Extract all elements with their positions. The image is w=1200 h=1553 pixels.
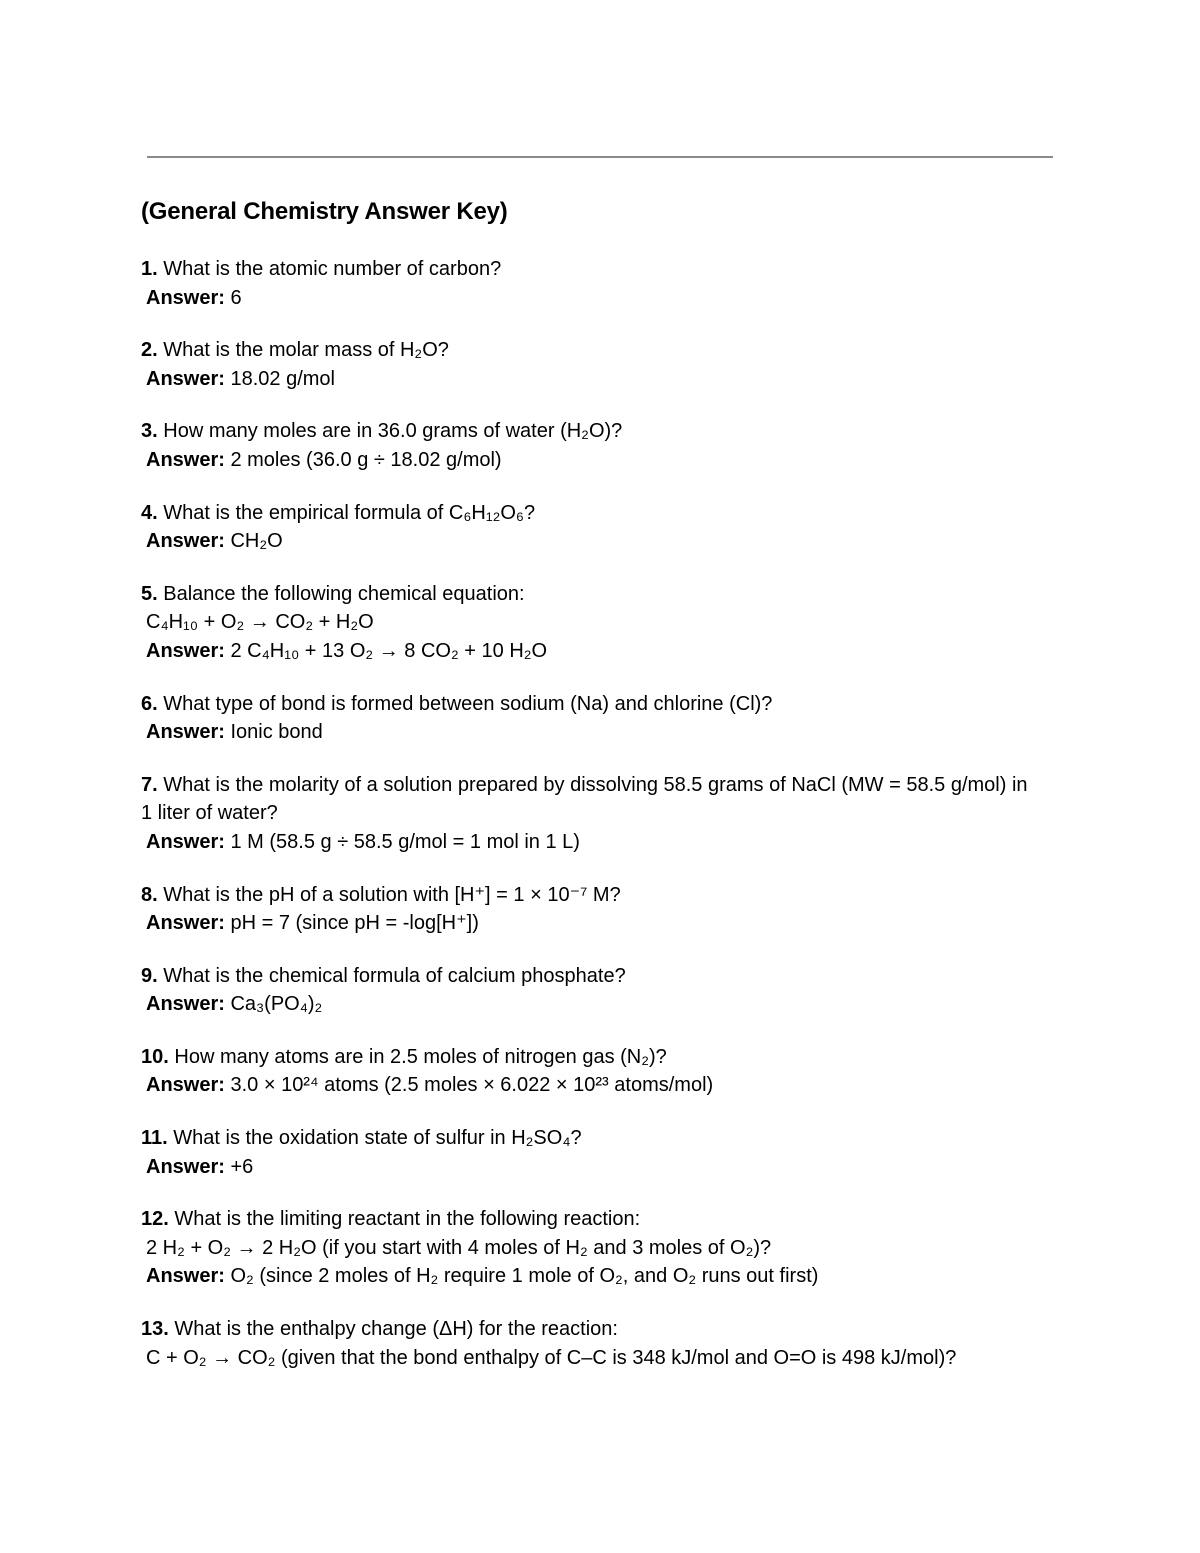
answer-label: Answer: <box>146 286 225 309</box>
question-item <box>141 1124 1041 1181</box>
answer-text: Ca₃(PO₄)₂ <box>230 993 323 1016</box>
question-item <box>141 1315 1041 1372</box>
answer-text: 2 C₄H₁₀ + 13 O₂ → 8 CO₂ + 10 H₂O <box>230 639 548 662</box>
question-item <box>141 580 1041 666</box>
question-text: What is the molarity of a solution prepared by dissolving 58.5 grams of NaCl (MW = 58.5 g/mol) in 1 liter of water? <box>141 773 1028 825</box>
question-text: What is the molar mass of H₂O? <box>163 339 449 362</box>
question-number: 4. <box>141 501 158 524</box>
question-item <box>141 336 1041 393</box>
answer-text: 6 <box>230 286 242 309</box>
question-number: 10. <box>141 1045 169 1068</box>
answer-text: 18.02 g/mol <box>230 367 335 390</box>
answer-label: Answer: <box>146 1155 225 1178</box>
equation-text: C₄H₁₀ + O₂ → CO₂ + H₂O <box>146 611 374 634</box>
question-number: 2. <box>141 339 158 362</box>
question-item <box>141 771 1041 857</box>
question-number: 13. <box>141 1318 169 1341</box>
answer-label: Answer: <box>146 1074 225 1097</box>
equation-text: C + O₂ → CO₂ (given that the bond enthalpy of C–C is 348 kJ/mol and O=O is 498 kJ/mol)? <box>146 1346 957 1369</box>
question-number: 5. <box>141 582 158 605</box>
question-text: What is the atomic number of carbon? <box>163 258 502 280</box>
question-text: What is the limiting reactant in the following reaction: <box>174 1208 641 1231</box>
answer-text: O₂ (since 2 moles of H₂ require 1 mole of O₂, and O₂ runs out first) <box>230 1265 819 1288</box>
question-number: 1. <box>141 258 158 280</box>
question-text: What is the empirical formula of C₆H₁₂O₆? <box>163 501 536 524</box>
answer-text: CH₂O <box>230 530 283 553</box>
question-item <box>141 881 1041 938</box>
answer-label: Answer: <box>146 912 225 935</box>
document-title: (General Chemistry Answer Key) <box>141 198 508 225</box>
answer-label: Answer: <box>146 367 225 390</box>
question-text: What type of bond is formed between sodium (Na) and chlorine (Cl)? <box>163 692 773 715</box>
answer-text: 1 M (58.5 g ÷ 58.5 g/mol = 1 mol in 1 L) <box>230 830 580 853</box>
answer-label: Answer: <box>146 530 225 553</box>
answer-label: Answer: <box>146 993 225 1016</box>
answer-text: 3.0 × 10²⁴ atoms (2.5 moles × 6.022 × 10²³ atoms/mol) <box>230 1074 714 1097</box>
question-item <box>141 417 1041 474</box>
question-number: 12. <box>141 1208 169 1231</box>
question-item <box>141 255 1041 312</box>
question-text: Balance the following chemical equation: <box>163 582 525 605</box>
question-text: What is the enthalpy change (ΔH) for the reaction: <box>174 1318 618 1341</box>
question-number: 7. <box>141 773 158 796</box>
question-list <box>141 255 1041 1396</box>
question-item <box>141 1043 1041 1100</box>
header-rule <box>147 156 1053 158</box>
answer-text: pH = 7 (since pH = -log[H⁺]) <box>230 912 479 935</box>
question-text: What is the chemical formula of calcium phosphate? <box>163 964 626 987</box>
question-number: 8. <box>141 883 158 906</box>
equation-text: 2 H₂ + O₂ → 2 H₂O (if you start with 4 moles of H₂ and 3 moles of O₂)? <box>146 1236 772 1259</box>
answer-label: Answer: <box>146 830 225 853</box>
answer-text: +6 <box>230 1155 254 1178</box>
question-number: 3. <box>141 420 158 443</box>
question-text: How many moles are in 36.0 grams of water (H₂O)? <box>163 420 623 443</box>
answer-text: Ionic bond <box>230 721 323 744</box>
question-text: How many atoms are in 2.5 moles of nitrogen gas (N₂)? <box>174 1045 667 1068</box>
answer-label: Answer: <box>146 721 225 744</box>
answer-text: 2 moles (36.0 g ÷ 18.02 g/mol) <box>230 448 502 471</box>
question-item <box>141 962 1041 1019</box>
question-number: 11. <box>141 1127 168 1150</box>
answer-label: Answer: <box>146 448 225 471</box>
question-number: 6. <box>141 692 158 715</box>
question-number: 9. <box>141 964 158 987</box>
question-text: What is the pH of a solution with [H⁺] = 1 × 10⁻⁷ M? <box>163 883 621 906</box>
question-item <box>141 690 1041 747</box>
answer-label: Answer: <box>146 639 225 662</box>
question-item <box>141 1205 1041 1291</box>
answer-label: Answer: <box>146 1265 225 1288</box>
question-item <box>141 499 1041 556</box>
question-text: What is the oxidation state of sulfur in H₂SO₄? <box>173 1127 582 1150</box>
